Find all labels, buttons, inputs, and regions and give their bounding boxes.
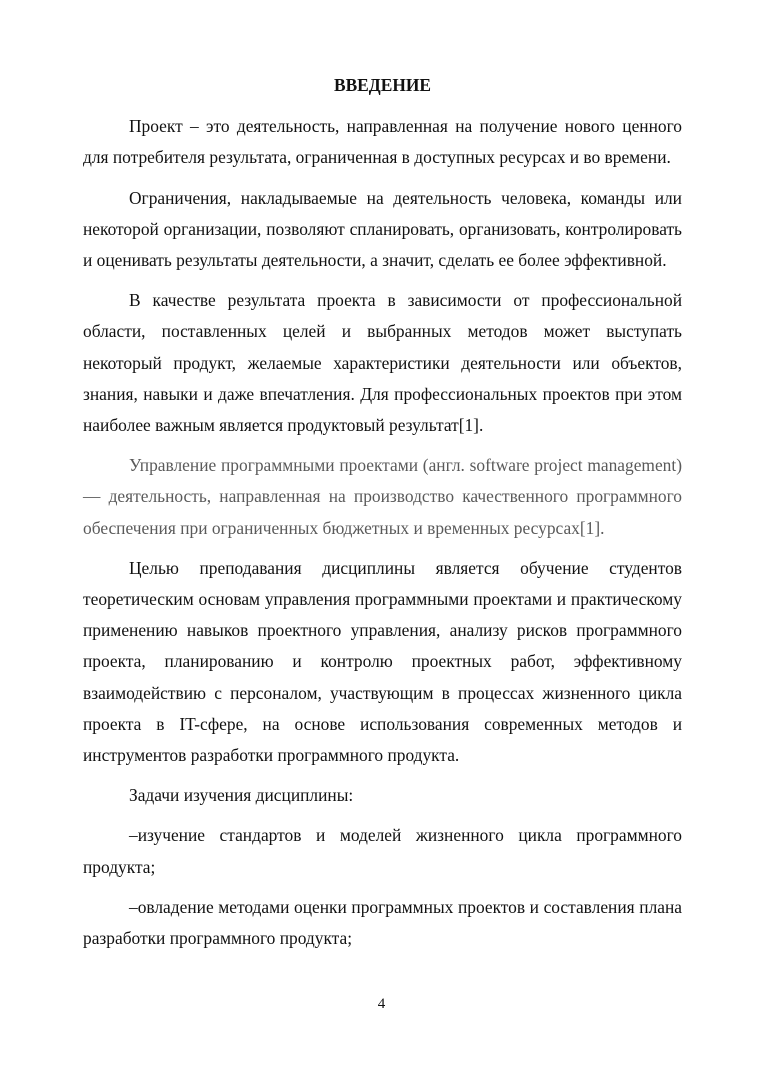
list-item-task-standards: –изучение стандартов и моделей жизненного цикла программного продукта;	[83, 825, 682, 877]
list-item-task-estimation: –овладение методами оценки программных проектов и составления плана разработки программного продукта;	[83, 896, 682, 949]
paragraph-software-project-management: Управление программными проектами (англ. software project management) — деятельность, направленная на производство качественного программного обеспечения при ограниченных бюджетных и временных ресурсах[1].	[83, 455, 682, 538]
paragraph-constraints: Ограничения, накладываемые на деятельность человека, команды или некоторой организации, позволяют спланировать, организовать, контролировать и оценивать результаты деятельности, а значит, сделать ее более эффективной.	[83, 187, 682, 271]
paragraph-project-result: В качестве результата проекта в зависимости от профессиональной области, поставленных целей и выбранных методов может выступать некоторый продукт, желаемые характеристики деятельности или объектов, знания, навыки и даже впечатления. Для профессиональных проектов при этом наиболее важным является продуктовый результат[1].	[83, 290, 682, 436]
document-body	[83, 70, 682, 963]
paragraph-project-definition: Проект – это деятельность, направленная на получение нового ценного для потребителя результата, ограниченная в доступных ресурсах и во времени.	[83, 116, 682, 168]
section-heading: ВВЕДЕНИЕ	[333, 75, 431, 95]
page-number: 4	[377, 996, 386, 1012]
paragraph-course-tasks-heading: Задачи изучения дисциплины:	[129, 785, 354, 806]
paragraph-course-goal: Целью преподавания дисциплины является обучение студентов теоретическим основам управления программными проектами и практическому применению навыков проектного управления, анализу рисков программного проекта, планированию и контролю проектных работ, эффективному взаимодействию с персоналом, участвующим в процессах жизненного цикла проекта в IT-сфере, на основе использования современных методов и инструментов разработки программного продукта.	[83, 557, 682, 766]
